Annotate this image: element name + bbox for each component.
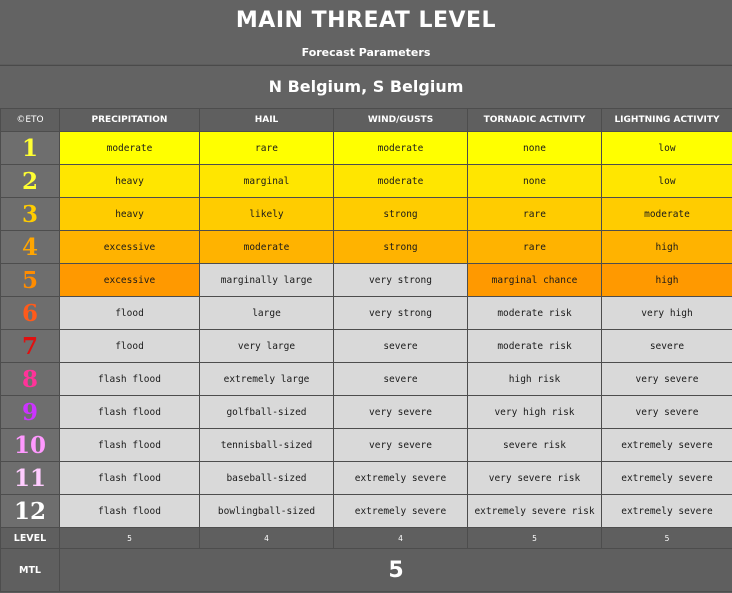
threat-cell: very severe	[334, 396, 468, 429]
level-label: LEVEL	[1, 528, 60, 549]
threat-cell: low	[602, 165, 732, 198]
col-tornadic: TORNADIC ACTIVITY	[468, 109, 602, 132]
threat-cell: severe	[602, 330, 732, 363]
threat-cell: rare	[468, 231, 602, 264]
mtl-row	[1, 549, 732, 592]
level-number: 4	[1, 231, 60, 264]
threat-cell: excessive	[60, 231, 200, 264]
threat-cell: excessive	[60, 264, 200, 297]
table-row	[1, 264, 732, 297]
threat-cell: moderate	[60, 132, 200, 165]
table-row	[1, 198, 732, 231]
threat-cell: marginally large	[200, 264, 334, 297]
threat-cell: very severe	[602, 396, 732, 429]
table-row	[1, 165, 732, 198]
level-value: 4	[200, 528, 334, 549]
table-row	[1, 429, 732, 462]
level-number: 7	[1, 330, 60, 363]
threat-cell: very severe risk	[468, 462, 602, 495]
forecast-table	[0, 108, 732, 592]
threat-cell: marginal chance	[468, 264, 602, 297]
threat-cell: extremely severe	[602, 495, 732, 528]
level-number: 9	[1, 396, 60, 429]
threat-cell: likely	[200, 198, 334, 231]
mtl-label: MTL	[1, 549, 60, 592]
level-number: 10	[1, 429, 60, 462]
table-row	[1, 363, 732, 396]
page-subtitle: Forecast Parameters	[301, 46, 431, 59]
eto-credit: ©ETO	[1, 109, 60, 132]
threat-cell: high risk	[468, 363, 602, 396]
level-row	[1, 528, 732, 549]
level-number: 6	[1, 297, 60, 330]
threat-cell: moderate	[200, 231, 334, 264]
threat-cell: flash flood	[60, 396, 200, 429]
level-value: 5	[60, 528, 200, 549]
threat-cell: high	[602, 231, 732, 264]
threat-cell: moderate risk	[468, 297, 602, 330]
threat-cell: none	[468, 165, 602, 198]
table-row	[1, 330, 732, 363]
threat-cell: very strong	[334, 264, 468, 297]
header	[0, 0, 732, 64]
level-number: 11	[1, 462, 60, 495]
table-row	[1, 495, 732, 528]
threat-cell: flood	[60, 297, 200, 330]
level-number: 2	[1, 165, 60, 198]
threat-cell: flood	[60, 330, 200, 363]
threat-cell: heavy	[60, 198, 200, 231]
threat-cell: flash flood	[60, 462, 200, 495]
level-value: 4	[334, 528, 468, 549]
level-value: 5	[468, 528, 602, 549]
level-number: 12	[1, 495, 60, 528]
threat-cell: flash flood	[60, 363, 200, 396]
threat-cell: very strong	[334, 297, 468, 330]
threat-cell: severe risk	[468, 429, 602, 462]
threat-cell: very large	[200, 330, 334, 363]
threat-cell: tennisball-sized	[200, 429, 334, 462]
threat-cell: extremely severe	[602, 462, 732, 495]
level-value: 5	[602, 528, 732, 549]
threat-cell: baseball-sized	[200, 462, 334, 495]
threat-cell: high	[602, 264, 732, 297]
threat-cell: low	[602, 132, 732, 165]
threat-cell: rare	[468, 198, 602, 231]
threat-cell: marginal	[200, 165, 334, 198]
threat-cell: severe	[334, 330, 468, 363]
threat-cell: heavy	[60, 165, 200, 198]
level-number: 8	[1, 363, 60, 396]
level-number: 5	[1, 264, 60, 297]
mtl-value: 5	[60, 549, 732, 592]
threat-cell: very high	[602, 297, 732, 330]
threat-cell: very severe	[602, 363, 732, 396]
threat-cell: severe	[334, 363, 468, 396]
threat-cell: moderate	[334, 132, 468, 165]
threat-cell: none	[468, 132, 602, 165]
page-title: MAIN THREAT LEVEL	[235, 8, 497, 33]
col-wind: WIND/GUSTS	[334, 109, 468, 132]
threat-cell: extremely large	[200, 363, 334, 396]
threat-cell: extremely severe risk	[468, 495, 602, 528]
table-row	[1, 231, 732, 264]
threat-cell: large	[200, 297, 334, 330]
col-lightning: LIGHTNING ACTIVITY	[602, 109, 732, 132]
level-number: 1	[1, 132, 60, 165]
threat-cell: flash flood	[60, 495, 200, 528]
threat-cell: moderate risk	[468, 330, 602, 363]
threat-cell: very high risk	[468, 396, 602, 429]
col-precipitation: PRECIPITATION	[60, 109, 200, 132]
table-row	[1, 462, 732, 495]
threat-cell: extremely severe	[334, 495, 468, 528]
col-hail: HAIL	[200, 109, 334, 132]
threat-cell: strong	[334, 231, 468, 264]
threat-cell: bowlingball-sized	[200, 495, 334, 528]
table-row	[1, 297, 732, 330]
table-row	[1, 132, 732, 165]
threat-cell: moderate	[334, 165, 468, 198]
threat-cell: extremely severe	[602, 429, 732, 462]
level-number: 3	[1, 198, 60, 231]
threat-cell: rare	[200, 132, 334, 165]
threat-cell: golfball-sized	[200, 396, 334, 429]
threat-cell: very severe	[334, 429, 468, 462]
region-title: N Belgium, S Belgium	[0, 65, 732, 109]
threat-cell: moderate	[602, 198, 732, 231]
threat-cell: extremely severe	[334, 462, 468, 495]
table-row	[1, 396, 732, 429]
threat-cell: flash flood	[60, 429, 200, 462]
threat-cell: strong	[334, 198, 468, 231]
